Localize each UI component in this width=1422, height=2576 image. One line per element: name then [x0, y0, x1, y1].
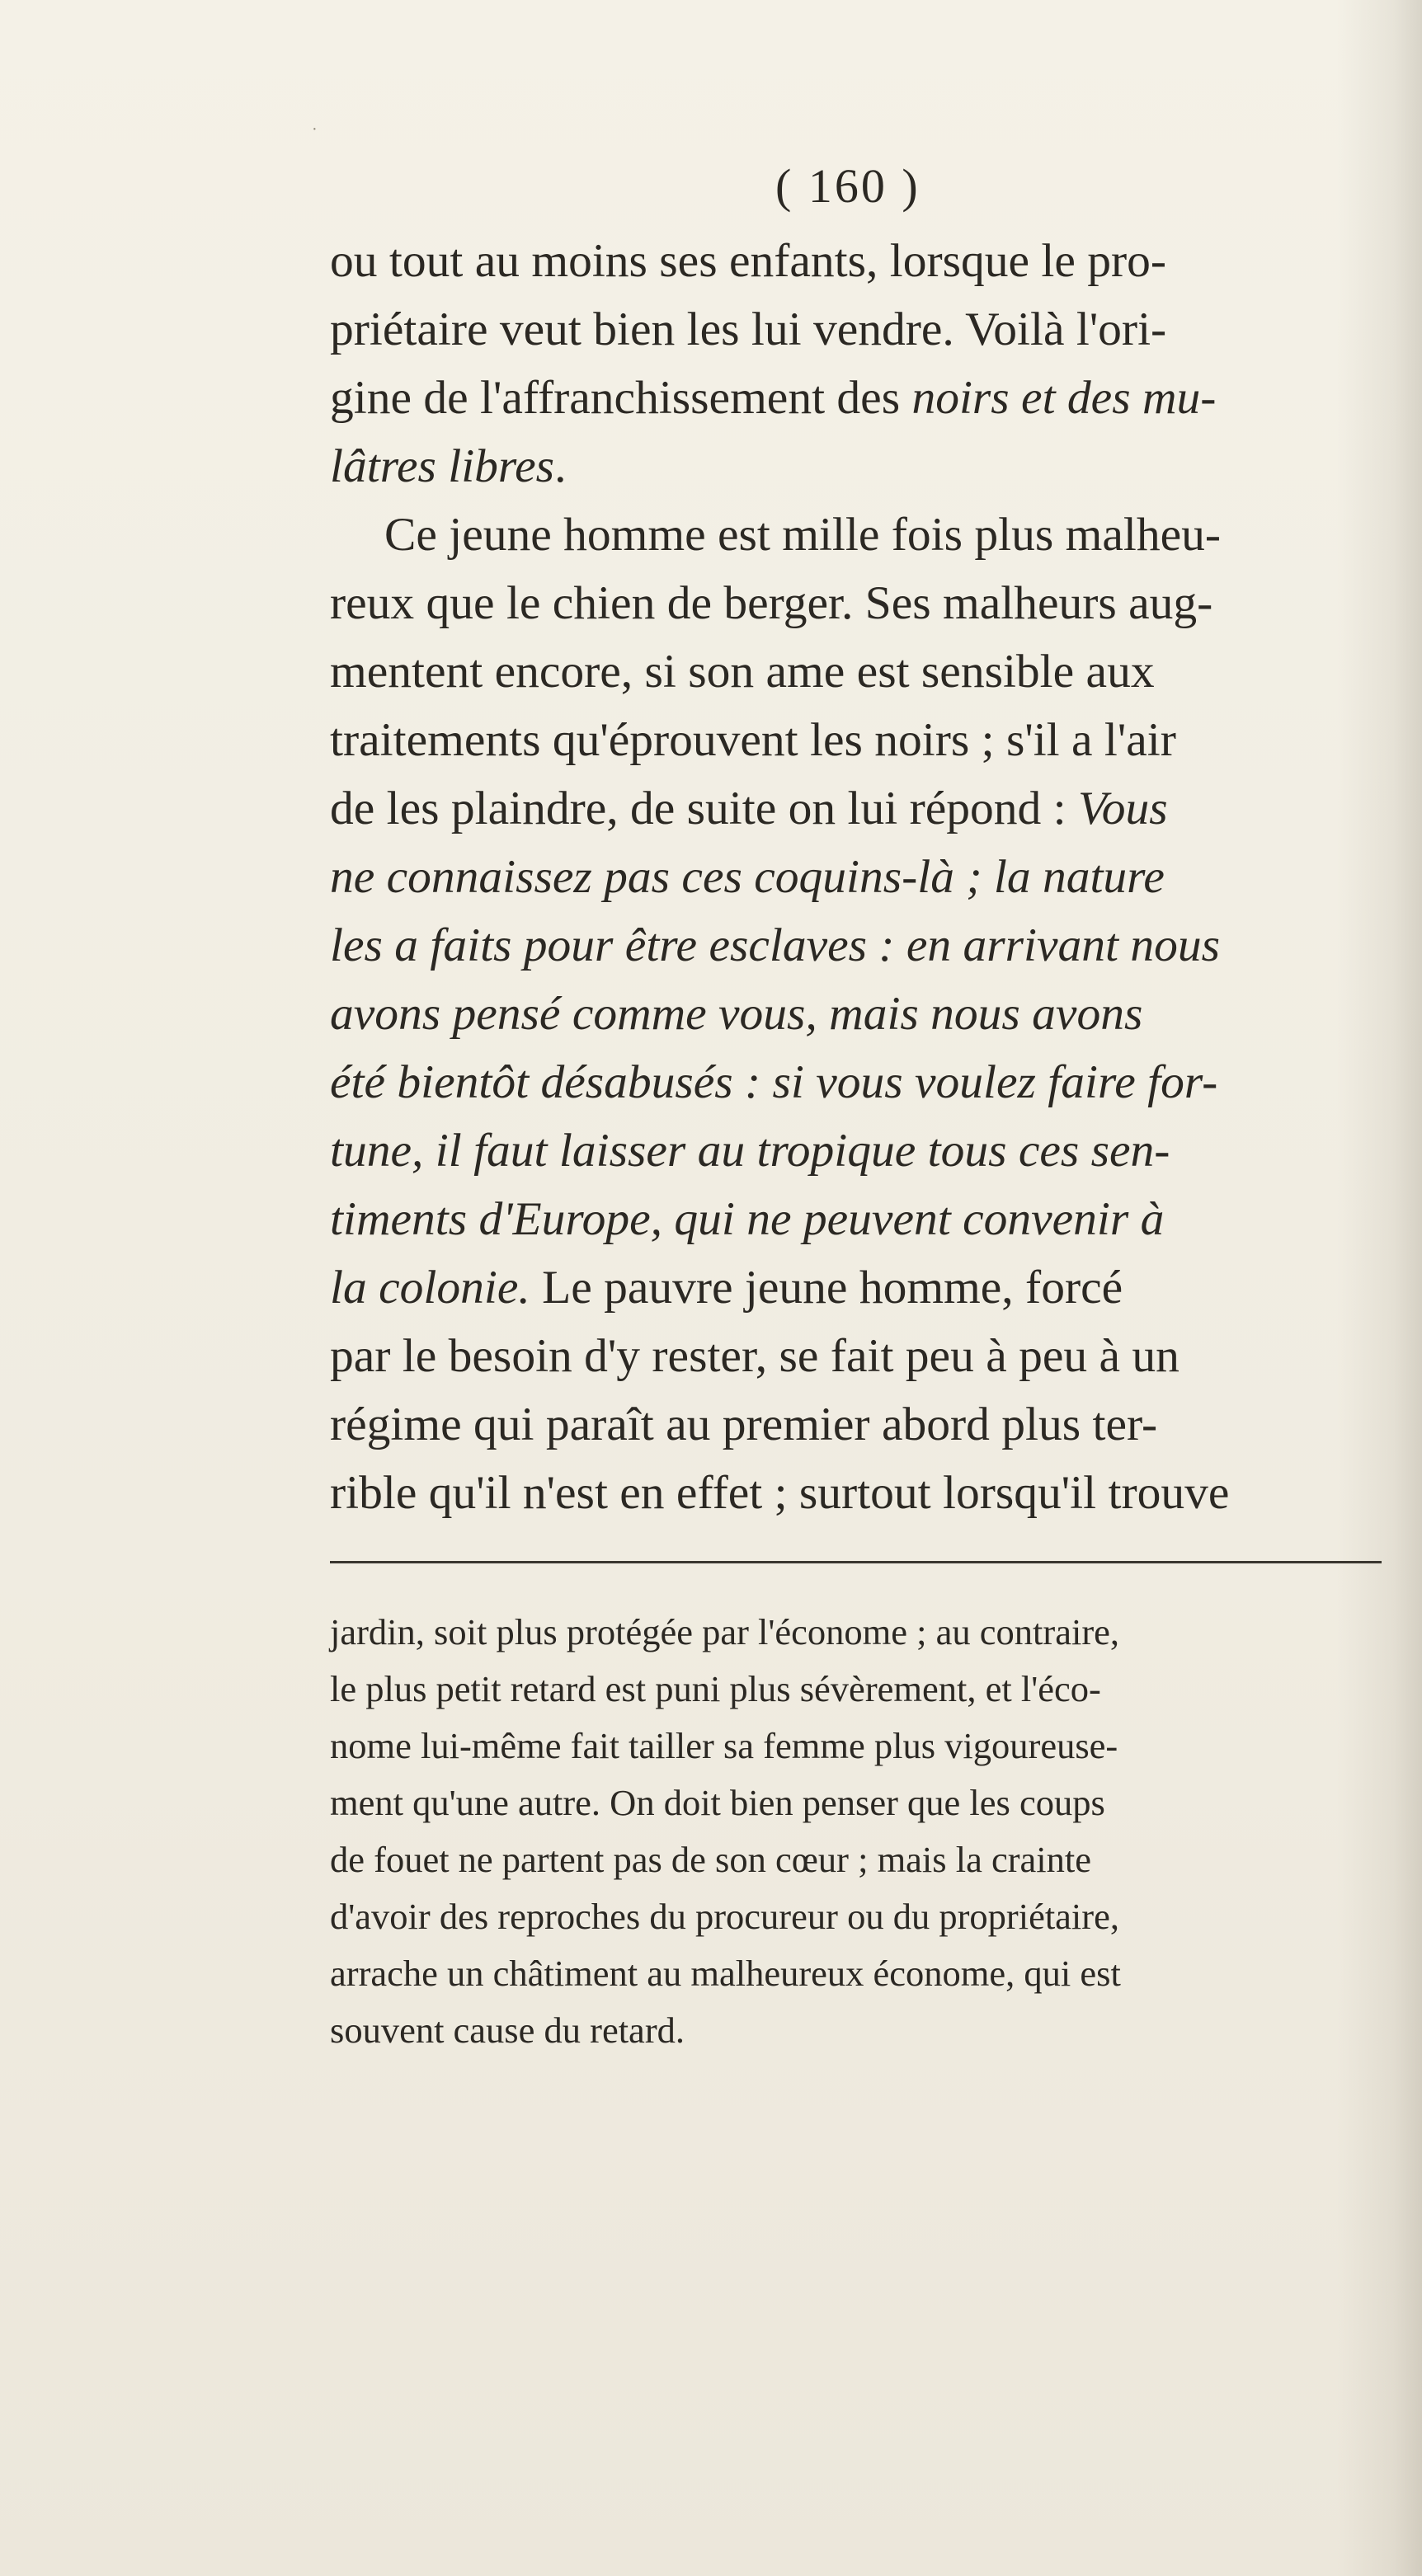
paragraph-start-line: Ce jeune homme est mille fois plus malheu-: [384, 509, 1222, 561]
footnote-line: ment qu'une autre. On doit bien penser que les coups: [330, 1782, 1105, 1823]
text-line: [330, 774, 1394, 843]
footnote-line: d'avoir des reproches du procureur ou du propriétaire,: [330, 1896, 1119, 1937]
italic-line: avons pensé comme vous, mais nous avons: [330, 988, 1143, 1040]
text-line: rible qu'il n'est en effet ; surtout lorsqu'il trouve: [330, 1467, 1230, 1519]
italic-line: tune, il faut laisser au tropique tous ces sen-: [330, 1125, 1170, 1177]
text-run: .: [554, 440, 567, 492]
italic-run: Vous: [1078, 783, 1168, 834]
footnote-line: arrache un châtiment au malheureux économe, qui est: [330, 1953, 1121, 1994]
text-line: par le besoin d'y rester, se fait peu à peu à un: [330, 1330, 1180, 1382]
main-text: [330, 227, 1394, 1527]
italic-line: timents d'Europe, qui ne peuvent convenir à: [330, 1193, 1165, 1245]
text-line: traitements qu'éprouvent les noirs ; s'il a l'air: [330, 714, 1176, 766]
footnote-line: jardin, soit plus protégée par l'économe ; au contraire,: [330, 1611, 1120, 1652]
text-line: [330, 364, 1394, 432]
footnote-line: de fouet ne partent pas de son cœur ; mais la crainte: [330, 1839, 1092, 1880]
text-run: Le pauvre jeune homme, forcé: [530, 1262, 1123, 1314]
text-line: priétaire veut bien les lui vendre. Voilà l'ori-: [330, 303, 1167, 355]
italic-line: ne connaissez pas ces coquins-là ; la nature: [330, 851, 1165, 903]
text-line: [330, 432, 1394, 501]
italic-line: les a faits pour être esclaves : en arrivant nous: [330, 919, 1221, 971]
footnote-line: souvent cause du retard.: [330, 2010, 685, 2051]
footnote: [330, 1604, 1394, 2059]
italic-run: lâtres libres: [330, 440, 555, 492]
text-run: de les plaindre, de suite on lui répond :: [330, 783, 1079, 834]
footnote-line: nome lui-même fait tailler sa femme plus vigoureuse-: [330, 1725, 1118, 1766]
italic-line: été bientôt désabusés : si vous voulez faire for-: [330, 1056, 1218, 1108]
text-run: gine de l'affranchissement des: [330, 372, 912, 424]
footnote-rule: [330, 1561, 1382, 1563]
text-line: ou tout au moins ses enfants, lorsque le pro-: [330, 235, 1167, 287]
italic-run: la colonie.: [330, 1262, 530, 1314]
margin-mark: ·: [312, 120, 318, 139]
page-number: ( 160 ): [775, 159, 921, 213]
text-line: régime qui paraît au premier abord plus ter-: [330, 1398, 1158, 1450]
text-line: reux que le chien de berger. Ses malheurs aug-: [330, 577, 1213, 629]
italic-run: noirs et des mu-: [911, 372, 1217, 424]
text-line: mentent encore, si son ame est sensible aux: [330, 646, 1155, 698]
footnote-line: le plus petit retard est puni plus sévèrement, et l'éco-: [330, 1668, 1101, 1709]
text-line: [330, 1253, 1394, 1322]
